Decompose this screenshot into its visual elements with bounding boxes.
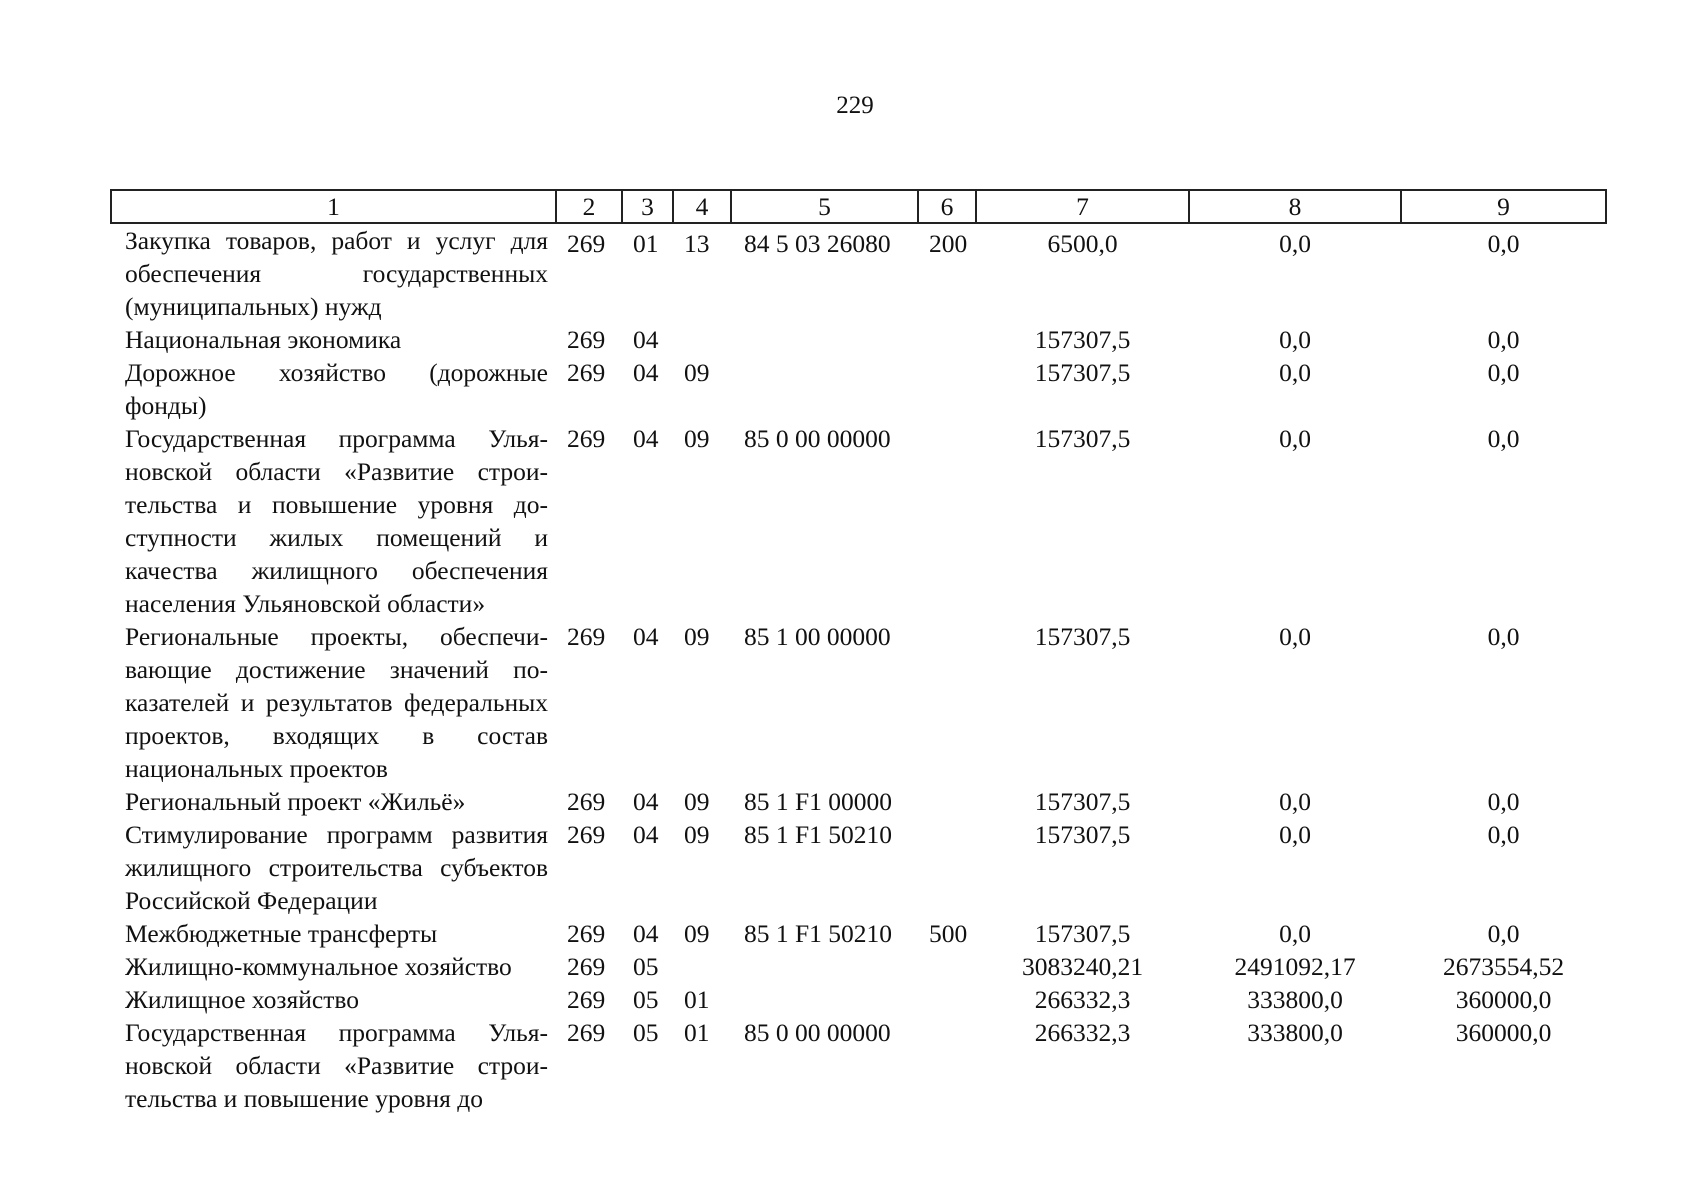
- row-subsection-code: 13: [684, 229, 710, 258]
- row-grbs-code: 269: [567, 325, 606, 354]
- row-section-code: 05: [633, 985, 659, 1014]
- header-col-5: 5: [731, 190, 918, 223]
- row-subsection-code: 09: [684, 787, 710, 816]
- row-value-col7: 6500,0: [1047, 229, 1118, 258]
- header-col-4: 4: [673, 190, 731, 223]
- row-grbs-code: 269: [567, 229, 606, 258]
- row-target-article: 84 5 03 26080: [744, 229, 891, 258]
- row-name: Межбюджетные трансферты: [125, 919, 438, 948]
- row-expense-type: [918, 356, 976, 422]
- page-number: 229: [836, 92, 874, 119]
- row-expense-type: [918, 323, 976, 356]
- row-value-col7: 157307,5: [1034, 622, 1131, 651]
- row-name: Региональный проект «Жильё»: [125, 787, 466, 816]
- row-expense-type: [918, 620, 976, 785]
- row-subsection-code: 01: [684, 985, 710, 1014]
- row-target-article: [731, 950, 918, 983]
- row-expense-type: [918, 785, 976, 818]
- row-grbs-code: 269: [567, 820, 606, 849]
- row-section-code: 04: [633, 325, 659, 354]
- row-section-code: 05: [633, 1018, 659, 1047]
- row-grbs-code: 269: [567, 622, 606, 651]
- row-section-code: 04: [633, 820, 659, 849]
- header-row: [111, 190, 1606, 223]
- row-expense-type: [918, 1016, 976, 1115]
- header-col-8: 8: [1189, 190, 1401, 223]
- row-value-col8: 0,0: [1279, 919, 1311, 948]
- row-expense-type: [918, 950, 976, 983]
- table-body: [111, 223, 1606, 1115]
- row-value-col9: 0,0: [1487, 622, 1520, 651]
- row-grbs-code: 269: [567, 1018, 606, 1047]
- row-value-col9: 0,0: [1487, 358, 1520, 387]
- row-value-col8: 0,0: [1279, 787, 1311, 816]
- table-row: [111, 785, 1606, 818]
- row-value-col7: 157307,5: [1034, 919, 1131, 948]
- header-col-6: 6: [918, 190, 976, 223]
- table-row: [111, 917, 1606, 950]
- row-subsection-code: 09: [684, 424, 710, 453]
- row-value-col7: 157307,5: [1034, 787, 1131, 816]
- row-expense-type: 500: [929, 919, 968, 948]
- row-section-code: 04: [633, 787, 659, 816]
- row-expense-type: [918, 983, 976, 1016]
- header-col-1: 1: [111, 190, 556, 223]
- row-subsection-code: [673, 950, 731, 983]
- row-target-article: [731, 983, 918, 1016]
- row-value-col7: 157307,5: [1034, 820, 1131, 849]
- row-value-col8: 0,0: [1279, 820, 1311, 849]
- row-section-code: 01: [633, 229, 659, 258]
- row-grbs-code: 269: [567, 919, 606, 948]
- table-row: [111, 323, 1606, 356]
- row-value-col9: 0,0: [1487, 919, 1520, 948]
- row-name: Дорожное хозяйство (дорожные фонды): [125, 358, 548, 420]
- row-expense-type: [918, 422, 976, 620]
- row-target-article: [731, 356, 918, 422]
- row-value-col9: 0,0: [1487, 787, 1520, 816]
- row-value-col8: 0,0: [1279, 424, 1311, 453]
- header-col-2: 2: [556, 190, 622, 223]
- row-value-col7: 266332,3: [1034, 985, 1131, 1014]
- row-grbs-code: 269: [567, 424, 606, 453]
- row-value-col9: 0,0: [1487, 820, 1520, 849]
- row-expense-type: [918, 818, 976, 917]
- row-grbs-code: 269: [567, 952, 606, 981]
- table-row: [111, 818, 1606, 917]
- row-value-col8: 333800,0: [1247, 985, 1343, 1014]
- row-grbs-code: 269: [567, 787, 606, 816]
- row-target-article: 85 0 00 00000: [744, 1018, 891, 1047]
- row-name: Жилищное хозяйство: [125, 985, 359, 1014]
- row-subsection-code: 09: [684, 358, 710, 387]
- table-row: [111, 356, 1606, 422]
- row-name: Региональные проекты, обеспечивающие достижение значений показателей и результатов федеральных проектов, входящих в состав национальных проектов: [125, 622, 548, 783]
- row-value-col7: 157307,5: [1034, 424, 1131, 453]
- row-target-article: [731, 323, 918, 356]
- row-name: Стимулирование программ развития жилищного строительства субъектов Российской Федерации: [125, 820, 548, 915]
- table-row: [111, 950, 1606, 983]
- row-value-col9: 0,0: [1487, 325, 1520, 354]
- row-grbs-code: 269: [567, 358, 606, 387]
- row-subsection-code: 09: [684, 622, 710, 651]
- row-subsection-code: 01: [684, 1018, 710, 1047]
- row-target-article: 85 1 F1 50210: [744, 820, 893, 849]
- table-row: [111, 620, 1606, 785]
- row-subsection-code: 09: [684, 919, 710, 948]
- row-section-code: 04: [633, 358, 659, 387]
- table-row: [111, 223, 1606, 323]
- row-value-col9: 0,0: [1487, 424, 1520, 453]
- row-section-code: 04: [633, 622, 659, 651]
- table-header: [111, 190, 1606, 223]
- row-value-col8: 0,0: [1279, 229, 1311, 258]
- header-col-3: 3: [622, 190, 673, 223]
- row-value-col8: 2491092,17: [1234, 952, 1356, 981]
- row-value-col9: 360000,0: [1455, 985, 1552, 1014]
- row-name: Национальная экономика: [125, 325, 402, 354]
- header-col-9: 9: [1401, 190, 1606, 223]
- row-name: Государственная программа Ульяновской области «Развитие строительства и повышение уровня доступности жилых помещений и качества жилищного обеспечения населения Ульяновской области»: [125, 424, 548, 618]
- row-name: Жилищно-коммунальное хозяйство: [125, 952, 512, 981]
- header-col-7: 7: [976, 190, 1189, 223]
- budget-table: [110, 189, 1607, 1115]
- row-target-article: 85 1 00 00000: [744, 622, 891, 651]
- row-subsection-code: [673, 323, 731, 356]
- row-value-col7: 157307,5: [1034, 325, 1131, 354]
- row-target-article: 85 0 00 00000: [744, 424, 891, 453]
- row-expense-type: 200: [929, 229, 968, 258]
- table-row: [111, 1016, 1606, 1115]
- row-name: Государственная программа Ульяновской области «Развитие строительства и повышение уровня до: [125, 1018, 548, 1113]
- row-value-col9: 0,0: [1487, 229, 1520, 258]
- row-value-col8: 333800,0: [1247, 1018, 1343, 1047]
- row-value-col7: 157307,5: [1034, 358, 1131, 387]
- row-section-code: 04: [633, 424, 659, 453]
- row-value-col7: 266332,3: [1034, 1018, 1131, 1047]
- row-value-col8: 0,0: [1279, 622, 1311, 651]
- row-name: Закупка товаров, работ и услуг для обеспечения государственных (муниципальных) нужд: [125, 226, 548, 321]
- row-section-code: 05: [633, 952, 659, 981]
- row-value-col7: 3083240,21: [1021, 952, 1144, 981]
- row-grbs-code: 269: [567, 985, 606, 1014]
- row-value-col9: 360000,0: [1455, 1018, 1552, 1047]
- row-target-article: 85 1 F1 00000: [744, 787, 893, 816]
- table-row: [111, 983, 1606, 1016]
- row-section-code: 04: [633, 919, 659, 948]
- row-target-article: 85 1 F1 50210: [744, 919, 893, 948]
- table-row: [111, 422, 1606, 620]
- row-value-col8: 0,0: [1279, 358, 1311, 387]
- row-value-col8: 0,0: [1279, 325, 1311, 354]
- row-value-col9: 2673554,52: [1442, 952, 1565, 981]
- row-subsection-code: 09: [684, 820, 710, 849]
